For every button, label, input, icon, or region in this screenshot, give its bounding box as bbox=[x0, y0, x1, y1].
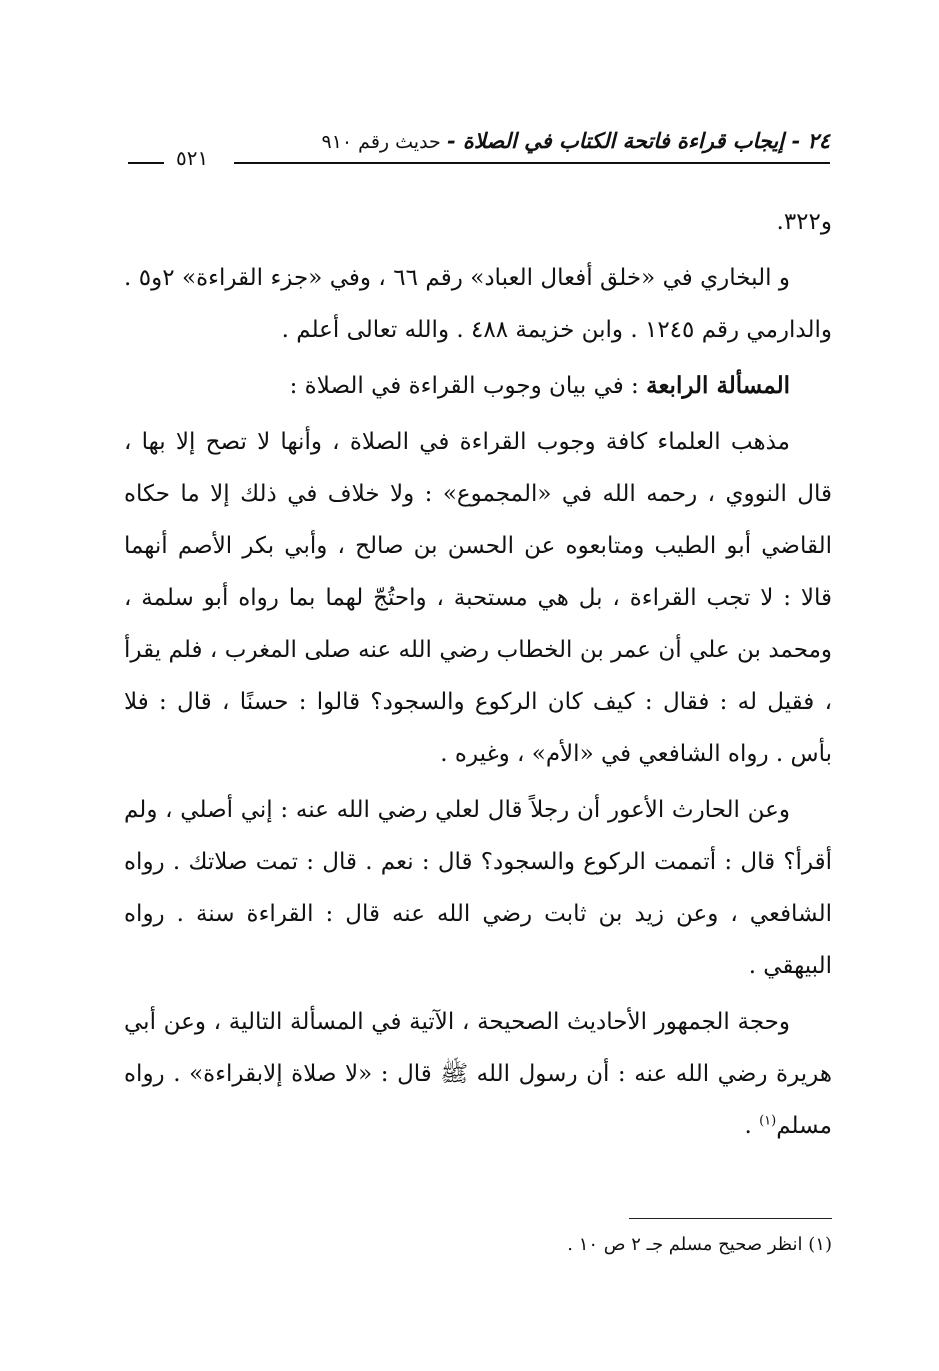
chapter-title: ٢٤ - إيجاب قراءة فاتحة الكتاب في الصلاة - bbox=[446, 128, 830, 153]
main-text bbox=[124, 196, 832, 1152]
paragraph-end-mark: . bbox=[744, 1113, 760, 1139]
page-header bbox=[128, 118, 830, 168]
footnote-marker[interactable]: (١) bbox=[759, 1113, 777, 1129]
footnote-separator bbox=[629, 1218, 832, 1219]
footnote: (١) انظر صحيح مسلم جـ ٢ ص ١٠ . bbox=[567, 1234, 832, 1255]
paragraph-majority-evidence bbox=[124, 996, 832, 1152]
running-title bbox=[322, 128, 830, 153]
page-number: ٥٢١ bbox=[176, 146, 209, 170]
hadith-reference: حديث رقم ٩١٠ bbox=[321, 131, 447, 153]
paragraph-continuation: و٣٢٢. bbox=[776, 209, 832, 235]
issue-heading-label: المسألة الرابعة bbox=[646, 372, 790, 399]
paragraph-harith-narration: وعن الحارث الأعور أن رجلاً قال لعلي رضي الله عنه : إني أصلي ، ولم أقرأ؟ قال : أتممت الركوع والسجود؟ قال : نعم . قال : تمت صلاتك . رواه الشافعي ، وعن زيد بن ثابت رضي الله عنه قال : القراءة سنة . رواه البيهقي . bbox=[124, 797, 832, 979]
paragraph-references: و البخاري في «خلق أفعال العباد» رقم ٦٦ ، وفي «جزء القراءة» ٢و٥ . والدارمي رقم ١٢٤٥ . وابن خزيمة ٤٨٨ . والله تعالى أعلم . bbox=[124, 265, 832, 343]
paragraph-scholars-opinion: مذهب العلماء كافة وجوب القراءة في الصلاة ، وأنها لا تصح إلا بها ، قال النووي ، رحمه الله في «المجموع» : ولا خلاف في ذلك إلا ما حكاه القاضي أبو الطيب ومتابعوه عن الحسن بن صالح ، وأبي بكر الأصم أنهما قالا : لا تجب القراءة ، بل هي مستحبة ، واحتُجّ لهما بما رواه أبو سلمة ، ومحمد بن علي أن عمر بن الخطاب رضي الله عنه صلى المغرب ، فلم يقرأ ، فقيل له : فقال : كيف كان الركوع والسجود؟ قالوا : حسنًا ، قال : فلا بأس . رواه الشافعي في «الأم» ، وغيره . bbox=[124, 429, 832, 767]
issue-heading bbox=[124, 360, 832, 412]
header-rule-short bbox=[128, 162, 164, 164]
majority-evidence-text: وحجة الجمهور الأحاديث الصحيحة ، الآتية في المسألة التالية ، وعن أبي هريرة رضي الله عنه : أن رسول الله ﷺ قال : «لا صلاة إلابقراءة» . رواه مسلم bbox=[124, 1009, 832, 1139]
issue-heading-text: : في بيان وجوب القراءة في الصلاة : bbox=[289, 373, 647, 399]
header-rule bbox=[234, 162, 830, 164]
